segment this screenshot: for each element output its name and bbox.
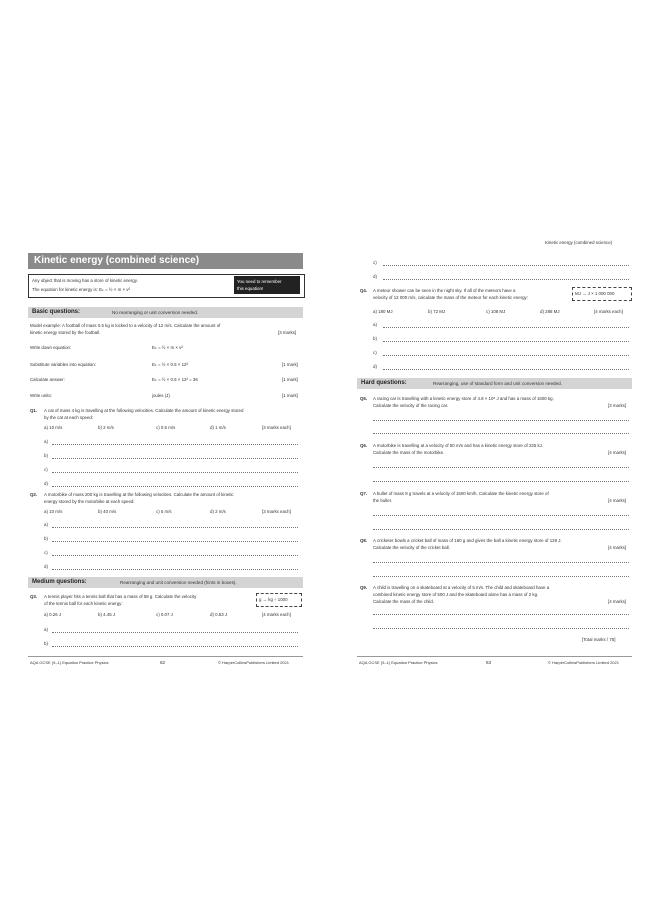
hard-subheading: Rearranging, use of standard form and unit conversion needed. [433,381,562,386]
answer-line[interactable] [52,569,298,570]
answer-label: d) [373,274,377,279]
answer-label: c) [44,467,48,472]
intro-text-1: Any object that is moving has a store of kinetic energy. [32,278,138,283]
answer-label: d) [44,564,48,569]
q9-number: Q9. [360,585,368,590]
answer-label: a) [373,322,377,327]
q5-marks: [3 marks] [608,403,627,408]
q8-text-2: Calculate the velocity of the cricket ball. [373,545,450,550]
q3-hint: g → kg ÷ 1000 [259,597,288,602]
step-marks: [1 mark] [282,377,298,382]
footer-rule [28,656,303,657]
q5-text-2: Calculate the velocity of the racing car. [373,403,449,408]
basic-subheading: No rearranging or unit conversion needed. [112,310,199,315]
q8-text-1: A cricketer bowls a cricket ball of mass of 160 g and gives the ball a kinetic energy store of 128 J. [373,538,562,543]
answer-line[interactable] [373,515,629,516]
answer-line[interactable] [373,628,629,629]
q2-marks: [3 marks each] [262,509,291,514]
q6-text-1: A motorbike is travelling at a velocity of 50 m/s and has a kinetic energy store of 225 kJ. [373,443,544,448]
step-marks: [1 mark] [282,362,298,367]
footer-left-text: AQA GCSE (9–1) Equation Practice Physics [30,660,109,665]
page-title-banner [28,253,303,269]
answer-line[interactable] [373,562,629,563]
hard-questions-bar [357,378,632,389]
answer-line[interactable] [383,279,629,280]
q9-marks: [4 marks] [608,599,627,604]
answer-line[interactable] [52,472,298,473]
answer-line[interactable] [383,265,629,266]
footer-rule [357,656,632,657]
step-label: Write units: [30,393,52,398]
q6-marks: [4 marks] [608,450,627,455]
q6-text-2: Calculate the mass of the motorbike. [373,450,445,455]
answer-line[interactable] [52,632,298,633]
answer-line[interactable] [52,527,298,528]
q1-number: Q1. [30,408,38,413]
q3-text-1: A tennis player hits a tennis ball that has a mass of 58 g. Calculate the velocity [44,594,197,599]
intro-text-2: The equation for kinetic energy is: Eₖ = ½ × m × v² [32,287,130,292]
answer-line[interactable] [383,341,629,342]
answer-line[interactable] [373,576,629,577]
q4-option: b) 72 MJ [428,309,446,314]
answer-label: b) [373,336,377,341]
q4-option: d) 288 MJ [540,309,560,314]
answer-label: c) [44,550,48,555]
step-equation: Eₖ = ½ × 0.5 × 12² [152,362,188,367]
q3-option: d) 0.53 J [210,612,228,617]
answer-line[interactable] [52,486,298,487]
q2-option: d) 2 m/s [210,509,226,514]
q4-option: a) 180 MJ [373,309,393,314]
q1-option: d) 1 m/s [210,425,226,430]
answer-label: a) [44,439,48,444]
q4-text-1: A meteor shower can be seen in the night sky. If all of the meteors have a [373,288,516,293]
q1-option: b) 2 m/s [98,425,114,430]
answer-line[interactable] [52,646,298,647]
q9-text-3: Calculate the mass of the child. [373,599,435,604]
q6-number: Q6. [360,443,368,448]
medium-heading: Medium questions: [32,579,87,585]
q2-text-1: A motorbike of mass 200 kg is travelling at the following velocities. Calculate the amount of kinetic [44,492,234,497]
q4-option: c) 108 MJ [486,309,506,314]
q2-number: Q2. [30,492,38,497]
answer-label: a) [44,627,48,632]
page-number: 62 [160,660,166,665]
footer-copyright: © HarperCollinsPublishers Limited 2021 [548,660,619,665]
answer-label: b) [44,453,48,458]
running-header: Kinetic energy (combined science) [545,240,613,245]
q7-text-1: A bullet of mass 8 g travels at a velocity of 1500 km/h. Calculate the kinetic energy store of [373,491,549,496]
answer-line[interactable] [52,541,298,542]
answer-line[interactable] [373,420,629,421]
page-number: 63 [486,660,492,665]
q4-marks: [4 marks each] [594,309,623,314]
q9-text-1: A child is travelling on a skateboard at a velocity of 5 m/s. The child and skateboard have a [373,585,550,590]
answer-label: d) [373,364,377,369]
q3-option: b) 4.45 J [98,612,116,617]
reminder-text-2: this equation! [237,286,264,291]
q8-number: Q8. [360,538,368,543]
answer-line[interactable] [52,444,298,445]
basic-questions-bar [28,307,303,318]
q3-number: Q3. [30,594,38,599]
step-marks: [1 mark] [282,393,298,398]
q9-text-2: combined kinetic energy store of 500 J and the skateboard alone has a mass of 2 kg. [373,592,539,597]
q4-text-2: velocity of 12 000 m/s, calculate the mass of the meteor for each kinetic energy: [373,295,528,300]
answer-label: d) [44,481,48,486]
q1-option: c) 0.5 m/s [156,425,176,430]
q1-text-2: by the cat at each speed: [44,415,94,420]
q1-marks: [3 marks each] [262,425,291,430]
q7-text-2: the bullet. [373,498,393,503]
q1-option: a) 10 m/s [44,425,63,430]
reminder-text-1: You need to remember [237,279,282,284]
step-label: Substitute variables into equation: [30,362,96,367]
answer-line[interactable] [383,327,629,328]
q5-number: Q5. [360,396,368,401]
answer-line[interactable] [383,355,629,356]
q2-text-2: energy stored by the motorbike at each speed: [44,499,135,504]
q2-option: a) 10 m/s [44,509,63,514]
q4-hint: MJ → J × 1 000 000 [575,291,615,296]
q2-option: b) 40 m/s [98,509,117,514]
answer-line[interactable] [52,458,298,459]
medium-questions-bar [28,577,303,588]
answer-label: b) [44,536,48,541]
answer-line[interactable] [373,433,629,434]
q7-marks: [4 marks] [608,498,627,503]
q4-number: Q4. [360,288,368,293]
answer-label: a) [44,522,48,527]
answer-label: c) [373,350,377,355]
model-example-2: kinetic energy stored by the football. [30,330,101,335]
answer-label: b) [44,641,48,646]
answer-line[interactable] [383,369,629,370]
footer-copyright: © HarperCollinsPublishers Limited 2021 [218,660,289,665]
q7-number: Q7. [360,491,368,496]
q3-text-2: of the tennis ball for each kinetic energy: [44,601,123,606]
answer-line[interactable] [373,467,629,468]
answer-line[interactable] [373,481,629,482]
answer-line[interactable] [373,529,629,530]
step-label: Write down equation: [30,345,72,350]
q3-option: a) 0.26 J [44,612,62,617]
hard-heading: Hard questions: [361,380,407,386]
q3-option: c) 0.07 J [156,612,173,617]
medium-subheading: Rearranging and unit conversion needed (hints in boxes). [120,580,237,585]
step-label: Calculate answer: [30,377,65,382]
footer-left-text: AQA GCSE (9–1) Equation Practice Physics [359,660,438,665]
model-marks: [3 marks] [278,330,297,335]
q3-marks: [4 marks each] [262,612,291,617]
q1-text-1: A cat of mass 4 kg is travelling at the following velocities. Calculate the amount of kinetic energy stored [44,408,244,413]
basic-heading: Basic questions: [32,309,81,315]
model-example-1: Model example: A football of mass 0.5 kg is kicked to a velocity of 12 m/s. Calculate the amount of [30,323,221,328]
step-equation: Eₖ = ½ × 0.5 × 12² = 36 [152,377,198,382]
total-marks: [Total marks / 75] [582,637,616,642]
answer-label: c) [373,260,377,265]
answer-line[interactable] [373,614,629,615]
q8-marks: [4 marks] [608,545,627,550]
step-equation: joules (J) [152,393,170,398]
q2-option: c) 5 m/s [156,509,172,514]
q5-text-1: A racing car is travelling with a kinetic energy store of 4.8 × 10⁶ J and has a mass of 1600 kg. [373,396,554,401]
answer-line[interactable] [52,555,298,556]
step-equation: Eₖ = ½ × m × v² [152,345,183,350]
page-title: Kinetic energy (combined science) [34,255,200,266]
